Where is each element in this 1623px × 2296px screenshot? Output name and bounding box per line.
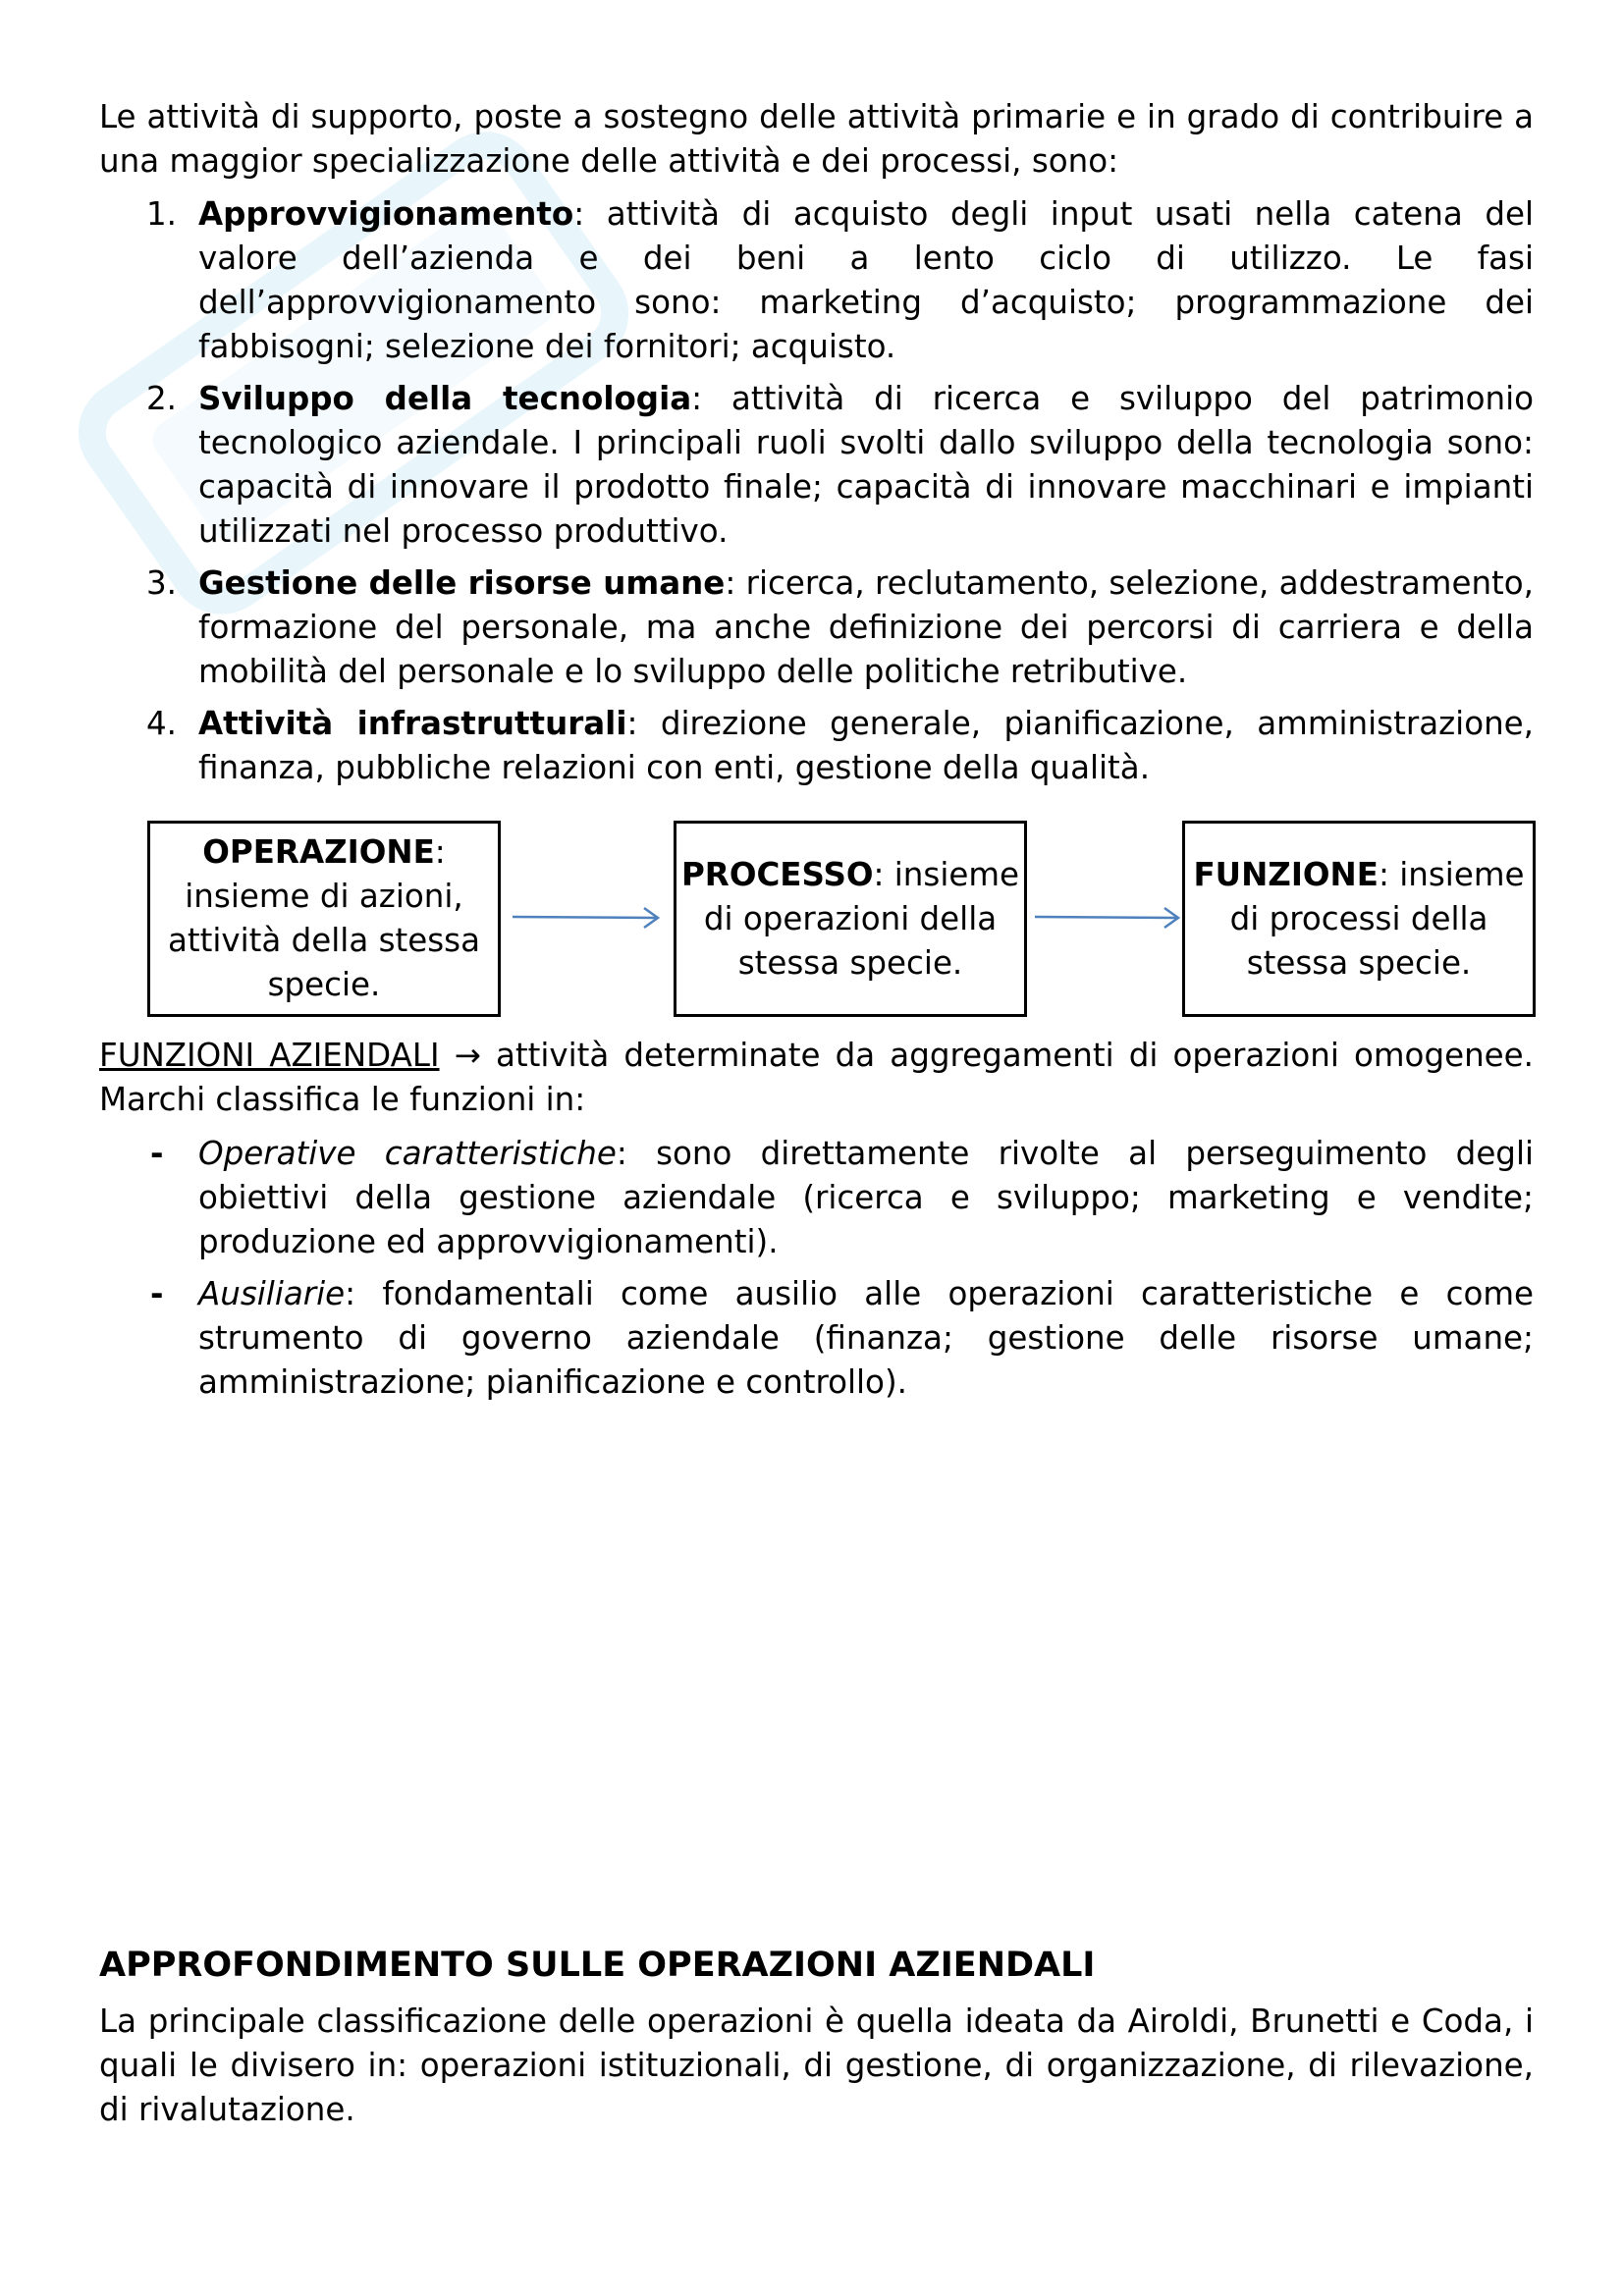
list-number: 4. xyxy=(146,705,178,742)
funzione-text: : insieme di processi della stessa specie. xyxy=(1229,855,1525,982)
list-item-term: Approvvigionamento xyxy=(198,195,574,233)
list-dash: - xyxy=(150,1275,164,1312)
processo-text: : insieme di operazioni della stessa specie. xyxy=(703,855,1020,982)
list-item-text: : ricerca, reclutamento, selezione, addestramento, formazione del personale, ma anche definizione dei percorsi di carriera e della mobilità del personale e lo sviluppo delle politiche retributive. xyxy=(198,564,1534,690)
list-item-text: : attività di ricerca e sviluppo del patrimonio tecnologico aziendale. I principali ruoli svolti dallo sviluppo della tecnologia sono: capacità di innovare il prodotto finale; capacità di innovare macchinari e impianti utilizzati nel processo produttivo. xyxy=(198,380,1534,550)
list-item-text: : fondamentali come ausilio alle operazioni caratteristiche e come strumento di governo aziendale (finanza; gestione delle risorse umane; amministrazione; pianificazione e controllo). xyxy=(198,1275,1534,1401)
section-paragraph: La principale classificazione delle operazioni è quella ideata da Airoldi, Brunetti e Coda, i quali le divisero in: operazioni istituzionali, di gestione, di organizzazione, di rilevazione, di rivalutazione. xyxy=(99,2002,1534,2128)
list-item xyxy=(99,1132,1534,1264)
arrow-glyph: → xyxy=(454,1037,481,1074)
list-item-term: Ausiliarie xyxy=(198,1275,346,1312)
funzioni-paragraph xyxy=(99,1034,1534,1122)
list-item-text: : direzione generale, pianificazione, amministrazione, finanza, pubbliche relazioni con enti, gestione della qualità. xyxy=(198,705,1535,786)
list-item xyxy=(99,561,1534,694)
list-number: 2. xyxy=(146,380,178,417)
list-item xyxy=(99,192,1534,369)
list-item xyxy=(99,702,1534,790)
list-dash: - xyxy=(150,1135,164,1172)
list-item-text: : attività di acquisto degli input usati nella catena del valore dell’azienda e dei beni a lento ciclo di utilizzo. Le fasi dell’approvvigionamento sono: marketing d’acquisto; programmazione dei fabbisogni; selezione dei fornitori; acquisto. xyxy=(198,195,1534,365)
funzione-box xyxy=(1182,821,1536,1017)
funzioni-label: FUNZIONI AZIENDALI xyxy=(99,1037,440,1074)
processo-term: PROCESSO xyxy=(680,855,874,893)
list-item xyxy=(99,1272,1534,1405)
section-heading: APPROFONDIMENTO SULLE OPERAZIONI AZIENDALI xyxy=(99,1946,1096,1985)
list-number: 3. xyxy=(146,564,178,602)
operazione-text: : insieme di azioni, attività della stessa specie. xyxy=(167,833,481,1003)
operazione-term: OPERAZIONE xyxy=(202,833,435,871)
list-item-text: : sono direttamente rivolte al perseguimento degli obiettivi della gestione aziendale (ricerca e sviluppo; marketing e vendite; produzione ed approvvigionamenti). xyxy=(198,1135,1534,1260)
operazione-box xyxy=(147,821,501,1017)
funzione-term: FUNZIONE xyxy=(1193,855,1379,893)
list-item-term: Sviluppo della tecnologia xyxy=(198,380,692,417)
list-item-term: Attività infrastrutturali xyxy=(198,705,627,742)
list-item xyxy=(99,377,1534,554)
arrow-right-icon xyxy=(1033,903,1190,933)
processo-box xyxy=(674,821,1027,1017)
funzioni-text: attività determinate da aggregamenti di operazioni omogenee. Marchi classifica le funzioni in: xyxy=(99,1037,1534,1118)
list-item-term: Gestione delle risorse umane xyxy=(198,564,726,602)
arrow-right-icon xyxy=(511,903,668,933)
list-item-term: Operative caratteristiche xyxy=(198,1135,617,1172)
intro-paragraph: Le attività di supporto, poste a sostegno delle attività primarie e in grado di contribuire a una maggior specializzazione delle attività e dei processi, sono: xyxy=(99,98,1534,180)
funzioni-list xyxy=(99,1132,1534,1413)
support-activities-list xyxy=(99,192,1534,798)
list-number: 1. xyxy=(146,195,178,233)
